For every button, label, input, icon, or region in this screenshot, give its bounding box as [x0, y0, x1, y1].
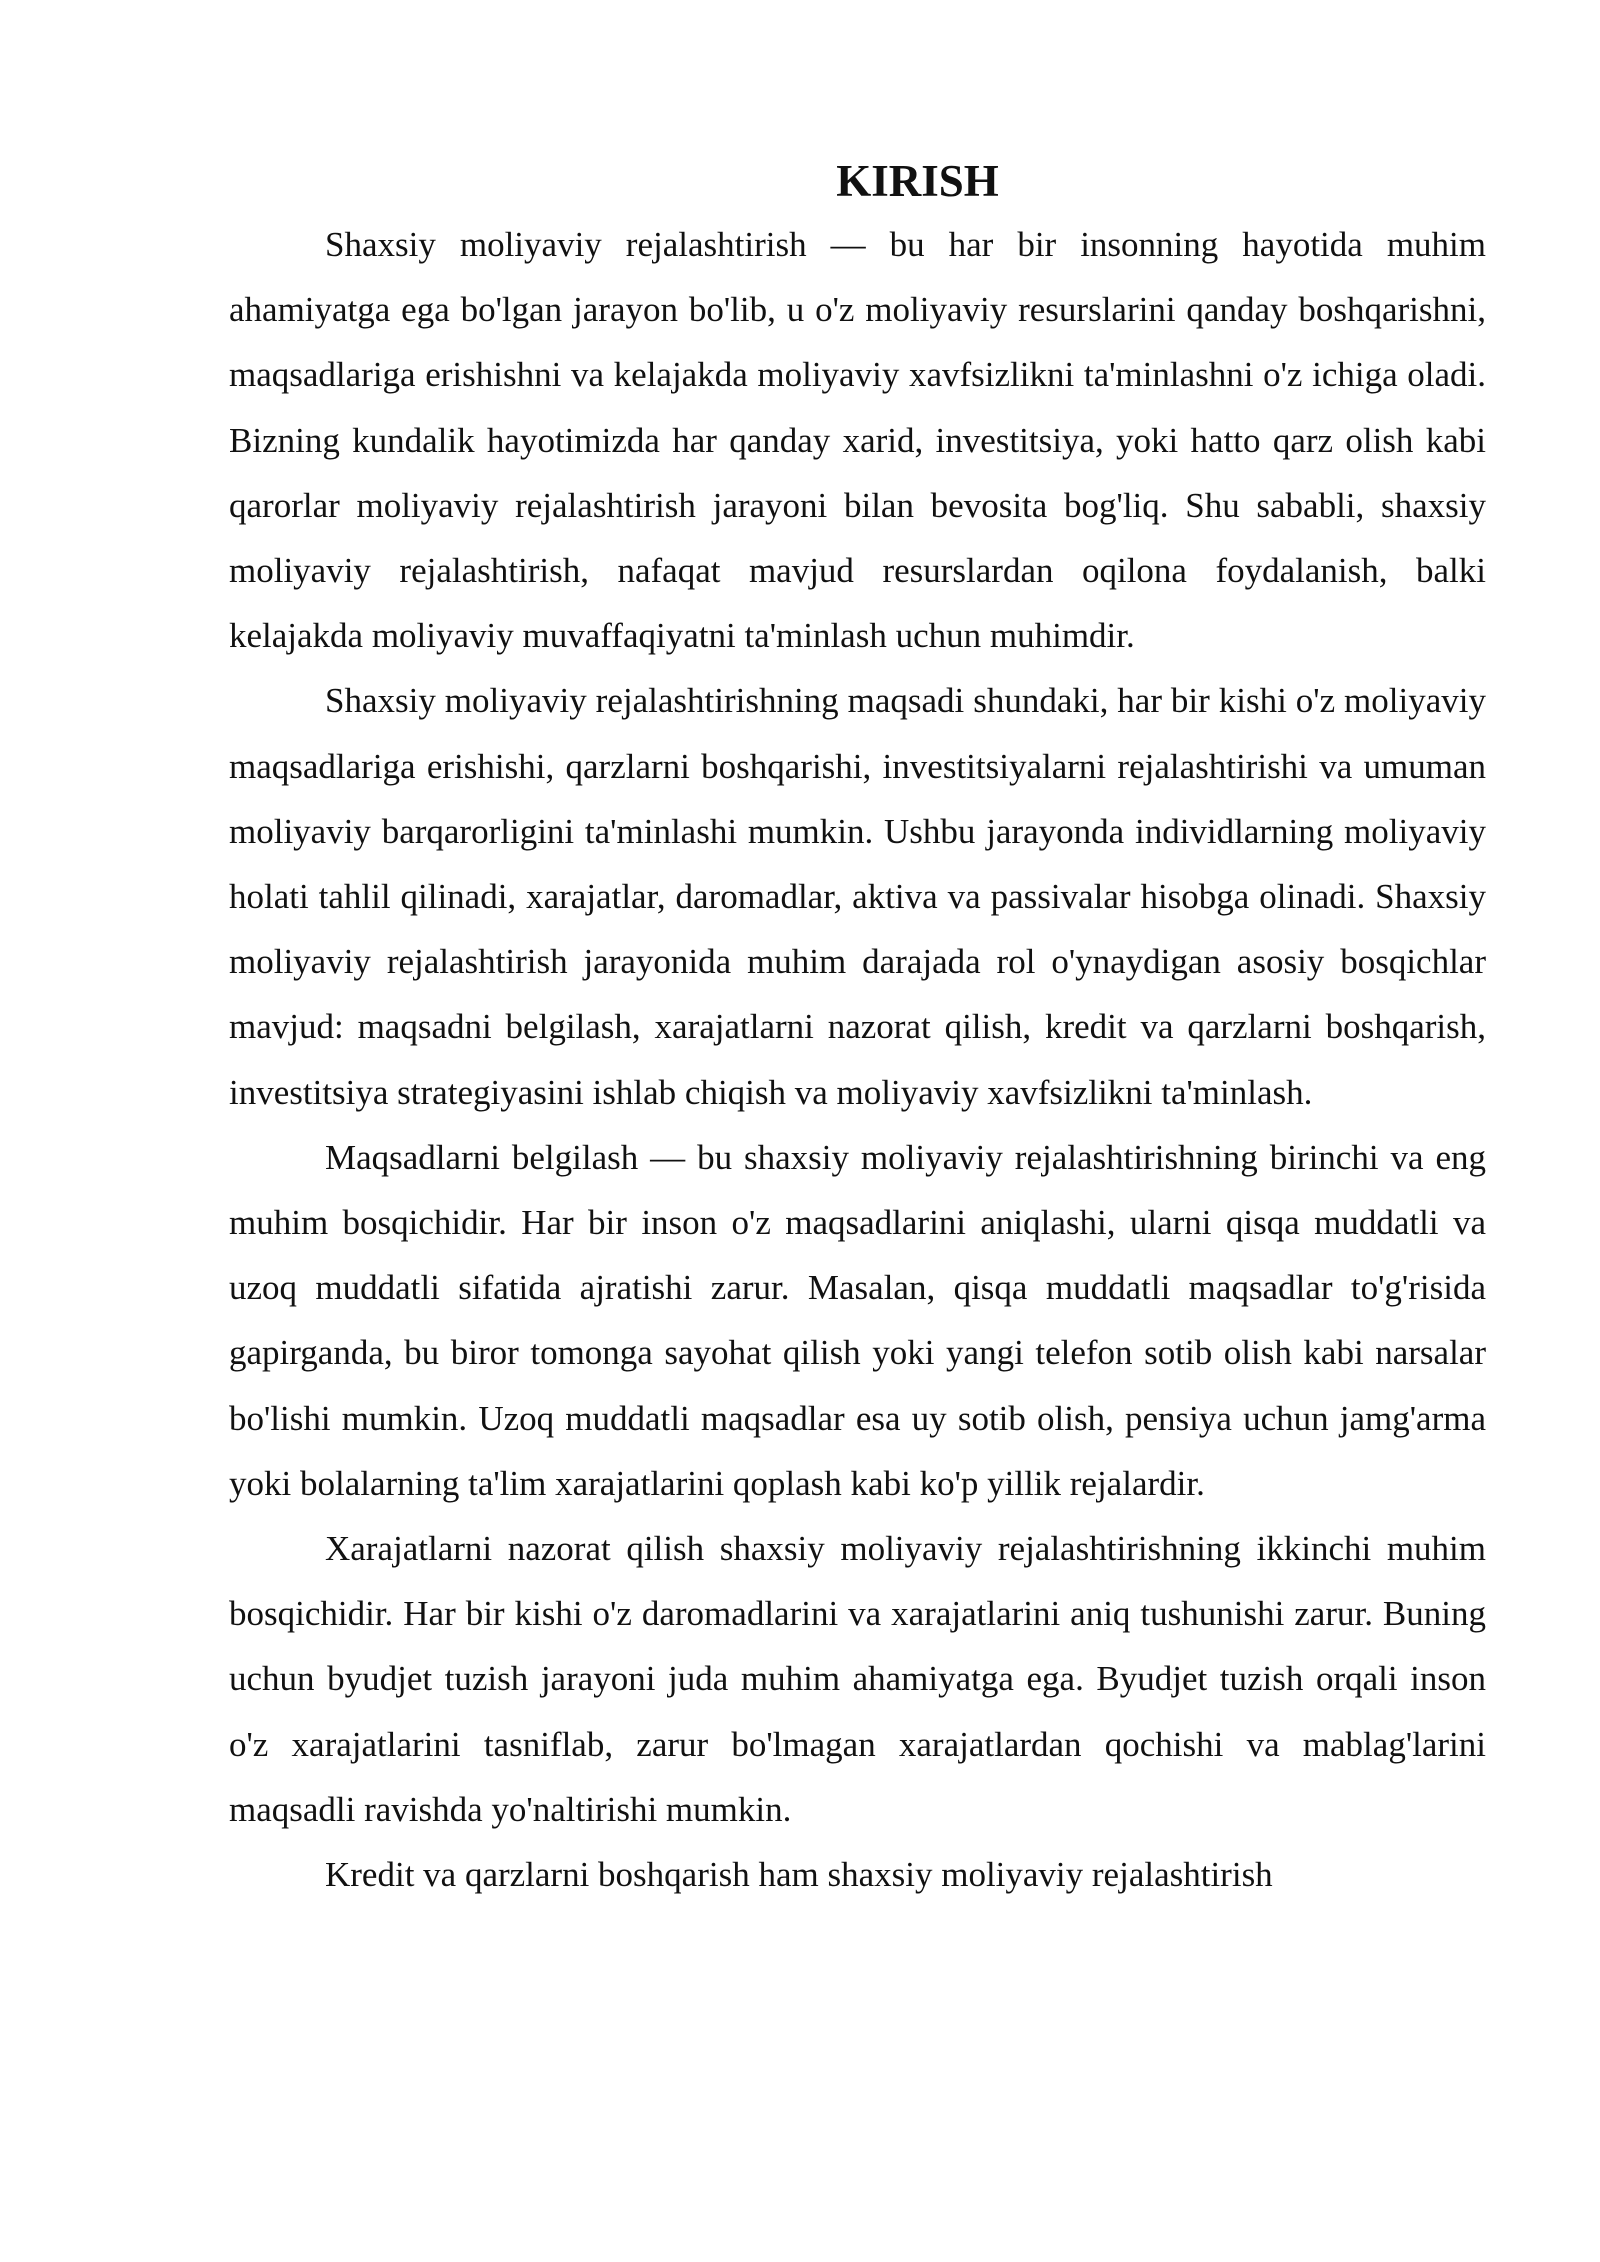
- page-title: KIRISH: [836, 156, 999, 206]
- paragraph-credit-management: Kredit va qarzlarni boshqarish ham shaxsiy moliyaviy rejalashtirish: [325, 1855, 1273, 1895]
- paragraph-expense-control: Xarajatlarni nazorat qilish shaxsiy moliyaviy rejalashtirishning ikkinchi muhim bosqichidir. Har bir kishi o'z daromadlarini va xarajatlarini aniq tushunishi zarur. Buning uchun byudjet tuzish jarayoni juda muhim ahamiyatga ega. Byudjet tuzish orqali inson o'z xarajatlarini tasniflab, zarur bo'lmagan xarajatlardan qochishi va mablag'larini maqsadli ravishda yo'naltirishi mumkin.: [229, 1529, 1486, 1829]
- paragraph-purpose: Shaxsiy moliyaviy rejalashtirishning maqsadi shundaki, har bir kishi o'z moliyaviy maqsadlariga erishishi, qarzlarni boshqarishi, investitsiyalarni rejalashtirishi va umuman moliyaviy barqarorligini ta'minlashi mumkin. Ushbu jarayonda individlarning moliyaviy holati tahlil qilinadi, xarajatlar, daromadlar, aktiva va passivalar hisobga olinadi. Shaxsiy moliyaviy rejalashtirish jarayonida muhim darajada rol o'ynaydigan asosiy bosqichlar mavjud: maqsadni belgilash, xarajatlarni nazorat qilish, kredit va qarzlarni boshqarish, investitsiya strategiyasini ishlab chiqish va moliyaviy xavfsizlikni ta'minlash.: [229, 681, 1486, 1112]
- document-body: [229, 150, 1486, 1907]
- paragraph-goal-setting: Maqsadlarni belgilash — bu shaxsiy moliyaviy rejalashtirishning birinchi va eng muhim bosqichidir. Har bir inson o'z maqsadlarini aniqlashi, ularni qisqa muddatli va uzoq muddatli sifatida ajratishi zarur. Masalan, qisqa muddatli maqsadlar to'g'risida gapirganda, bu biror tomonga sayohat qilish yoki yangi telefon sotib olish kabi narsalar bo'lishi mumkin. Uzoq muddatli maqsadlar esa uy sotib olish, pensiya uchun jamg'arma yoki bolalarning ta'lim xarajatlarini qoplash kabi ko'p yillik rejalardir.: [229, 1137, 1486, 1503]
- paragraph-intro: Shaxsiy moliyaviy rejalashtirish — bu har bir insonning hayotida muhim ahamiyatga ega bo'lgan jarayon bo'lib, u o'z moliyaviy resurslarini qanday boshqarishni, maqsadlariga erishishni va kelajakda moliyaviy xavfsizlikni ta'minlashni o'z ichiga oladi. Bizning kundalik hayotimizda har qanday xarid, investitsiya, yoki hatto qarz olish kabi qarorlar moliyaviy rejalashtirish jarayoni bilan bevosita bog'liq. Shu sababli, shaxsiy moliyaviy rejalashtirish, nafaqat mavjud resurslardan oqilona foydalanish, balki kelajakda moliyaviy muvaffaqiyatni ta'minlash uchun muhimdir.: [229, 225, 1486, 656]
